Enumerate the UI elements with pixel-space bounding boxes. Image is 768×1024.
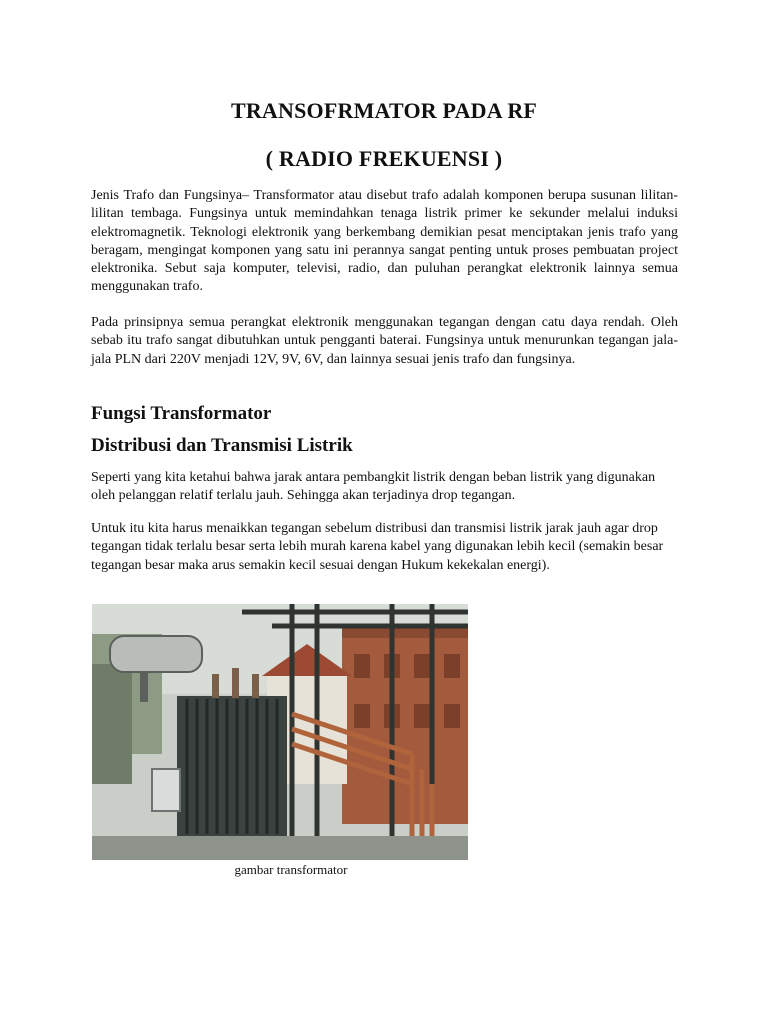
transformer-photo-illustration bbox=[92, 604, 468, 860]
document-subtitle: ( RADIO FREKUENSI ) bbox=[265, 146, 503, 171]
intro-paragraph: Jenis Trafo dan Fungsinya– Transformator atau disebut trafo adalah komponen berupa susunan lilitan-lilitan tembaga. Fungsinya untuk memindahkan tenaga listrik primer ke sekunder melalui induksi elektromagnetik. Teknologi elektronik yang berkembang demikian pesat menciptakan jenis trafo yang beragam, mengingat komponen yang satu ini perannya sangat penting untuk proses pembuatan project elektronika. Sebut saja komputer, televisi, radio, dan puluhan perangkat elektronik lainnya semua menggunakan trafo. bbox=[91, 188, 678, 295]
heading-distribusi-transmisi: Distribusi dan Transmisi Listrik bbox=[91, 435, 353, 456]
figure-caption: gambar transformator bbox=[234, 862, 348, 877]
heading-fungsi-transformator: Fungsi Transformator bbox=[91, 403, 272, 424]
distribution-paragraph: Seperti yang kita ketahui bahwa jarak antara pembangkit listrik dengan beban listrik yang digunakan oleh pelanggan relatif terlalu jauh. Sehingga akan terjadinya drop tegangan. bbox=[91, 470, 656, 504]
transmission-paragraph: Untuk itu kita harus menaikkan tegangan sebelum distribusi dan transmisi listrik jarak jauh agar drop tegangan tidak terlalu besar serta lebih murah karena kabel yang digunakan lebih kecil (semakin besar tegangan besar maka arus semakin kecil sesuai dengan Hukum kekekalan energi). bbox=[91, 521, 664, 573]
document-title: TRANSOFRMATOR PADA RF bbox=[230, 98, 538, 123]
transformer-photo bbox=[92, 604, 468, 860]
principle-paragraph: Pada prinsipnya semua perangkat elektronik menggunakan tegangan dengan catu daya rendah. Oleh sebab itu trafo sangat dibutuhkan untuk pengganti baterai. Fungsinya untuk menurunkan tegangan jala-jala PLN dari 220V menjadi 12V, 9V, 6V, dan lainnya sesuai jenis trafo dan fungsinya. bbox=[91, 315, 678, 367]
